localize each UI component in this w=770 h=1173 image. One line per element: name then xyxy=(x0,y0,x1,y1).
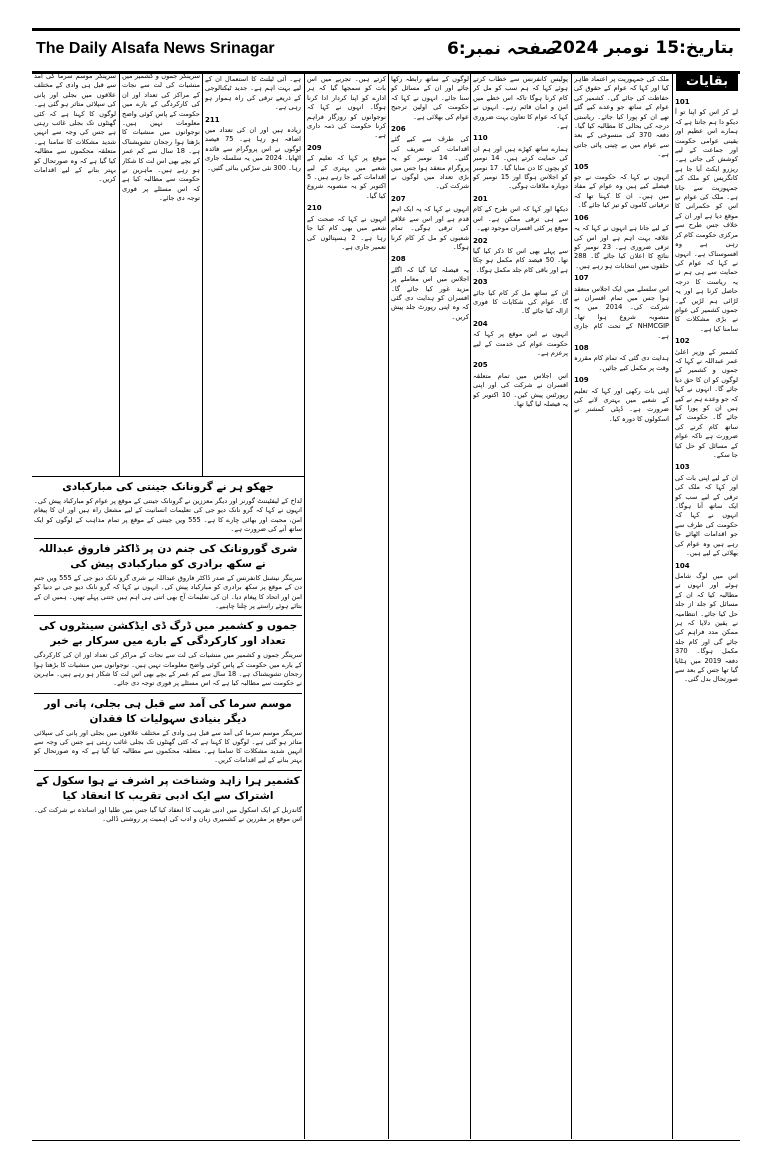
item-text: لوگوں کے ساتھ رابطہ رکھا جائے اور ان کے مسائل کو سنا جائے۔ انہوں نے کہا کہ حکومت کی اولین ترجیح عوام کی بھلائی ہے۔ xyxy=(391,75,469,121)
item-text: ہدایت دی گئی کہ تمام کام مقررہ وقت پر مکمل کیے جائیں۔ xyxy=(574,354,669,372)
story-divider xyxy=(32,476,304,477)
story-separator xyxy=(34,538,302,539)
item-text: کرتے ہیں۔ تجربے میں اس بات کو سمجھا گیا کہ ہر ادارے کو اپنا کردار ادا کرنا ہوگا۔ انہوں نے کہا کہ نوجوانوں کو روزگار فراہم کرنا حکومت کی ذمہ داری ہے۔ xyxy=(307,75,386,140)
item-number: 110 xyxy=(473,134,488,143)
item-number: 209 xyxy=(307,143,322,152)
column-3 xyxy=(473,72,568,1138)
item-text: دیکھا اور کہا کہ اس طرح کے کام سے ہی ترقی ممکن ہے۔ اس موقع پر کئی افسران موجود تھے۔ xyxy=(473,205,568,233)
story-separator xyxy=(34,770,302,771)
item-text: انہوں نے اس موقع پر کہا کہ حکومت عوام کی خدمت کے لیے پرعزم ہے۔ xyxy=(473,330,568,357)
column-7b xyxy=(122,72,200,474)
column-5 xyxy=(307,72,386,1138)
column-4 xyxy=(391,72,469,1138)
issue-date: بتاریخ:15 نومبر 2024 xyxy=(551,38,734,58)
story-body: سرینگر جموں و کشمیر میں منشیات کی لت سے نجات کے مراکز کی تعداد اور ان کی کارکردگی کے بارے میں حکومت کے پاس کوئی واضح معلومات نہیں ہیں۔ نوجوانوں میں منشیات کا بڑھتا ہوا رجحان تشویشناک ہے۔ 18 سال سے کم عمر کے بچے بھی اس لت کا شکار ہو رہے ہیں۔ ماہرین نے حکومت سے مطالبہ کیا ہے کہ اس مسئلے پر فوری توجہ دی جائے۔ xyxy=(34,651,302,688)
column-divider xyxy=(571,72,572,1139)
column-divider xyxy=(119,72,120,476)
item-number: 210 xyxy=(307,204,322,213)
item-text: ملک کی جمہوریت پر اعتماد ظاہر کیا اور کہا کہ عوام کے حقوق کی حفاظت کی جائے گی۔ کشمیر کی عوام کے ساتھ جو وعدے کیے گئے تھے ان کو پورا کیا جائے۔ ریاستی درجہ کی بحالی کا مطالبہ کیا گیا۔ دفعہ 370 کی منسوخی کے بعد سے عوام میں بے چینی پائی جاتی ہے۔ xyxy=(574,75,669,159)
item-text: اس میں لوگ شامل ہوئے اور انہوں نے مطالبہ کیا کہ ان کے مسائل کو جلد از جلد حل کیا جائے۔ انتظامیہ نے یقین دلایا کہ ہر ممکن مدد فراہم کی جائے گی اور کام جلد مکمل ہوگا۔ 370 دفعہ 2019 میں ہٹایا گیا تھا جس کے بعد سے صورتحال بدل گئی۔ xyxy=(675,571,738,684)
item-number: 202 xyxy=(473,236,488,245)
item-text: زیادہ ہیں اور ان کی تعداد میں اضافہ ہو رہا ہے۔ 75 فیصد لوگوں نے اس پروگرام سے فائدہ اٹھایا۔ 2024 میں یہ سلسلہ جاری رہا۔ 300 نئی سڑکیں بنائی گئیں۔ xyxy=(205,126,301,172)
story-body: گاندربل کے ایک اسکول میں ادبی تقریب کا انعقاد کیا گیا جس میں طلبا اور اساتذہ نے شرکت کی۔ اس موقع پر مقررین نے کشمیری زبان و ادب کی اہمیت پر روشنی ڈالی۔ xyxy=(34,805,302,824)
item-number: 211 xyxy=(205,115,220,124)
item-text: پولیس کانفرنس سے خطاب کرتے ہوئے کہا کہ ہم سب کو مل کر کام کرنا ہوگا تاکہ اس خطے میں امن و امان قائم رہے۔ انہوں نے کہا کہ عوام کا تعاون بہت ضروری ہے۔ xyxy=(473,75,568,131)
column-7 xyxy=(34,72,116,474)
item-text: سرینگر جموں و کشمیر میں منشیات کی لت سے نجات کے مراکز کی تعداد اور ان کی کارکردگی کے بارے میں حکومت کے پاس کوئی واضح معلومات نہیں ہیں۔ نوجوانوں میں منشیات کا بڑھتا ہوا رجحان تشویشناک ہے۔ 18 سال سے کم عمر کے بچے بھی اس لت کا شکار ہو رہے ہیں۔ ماہرین نے حکومت سے مطالبہ کیا ہے کہ اس مسئلے پر فوری توجہ دی جائے۔ xyxy=(122,72,200,203)
story-body: سرینگر نیشنل کانفرنس کے صدر ڈاکٹر فاروق عبداللہ نے شری گرو نانک دیو جی کے 555 ویں جنم دن کے موقع پر سکھ برادری کو مبارکباد پیش کی۔ انہوں نے کہا کہ گرو نانک دیو جی نے دنیا کو امن اور اتحاد کا پیغام دیا۔ ان کی تعلیمات آج بھی اتنی ہی اہم ہیں جتنی پہلے تھیں۔ ہمیں ان کے بتائے ہوئے راستے پر چلنا چاہیے۔ xyxy=(34,574,302,611)
item-text: انہوں نے کہا کہ یہ ایک اہم قدم ہے اور اس سے علاقے کی ترقی ہوگی۔ تمام شعبوں کو مل کر کام کرنا ہوگا۔ xyxy=(391,205,469,251)
item-text: ان کے ساتھ مل کر کام کیا جائے گا۔ عوام کی شکایات کا فوری ازالہ کیا جائے گا۔ xyxy=(473,288,568,316)
item-text: کے لیے جانا ہے انہوں نے کہا کہ یہ علاقہ بہت اہم ہے اور اس کی ترقی ضروری ہے۔ 23 نومبر کو نتائج کا اعلان کیا جائے گا۔ 288 حلقوں میں انتخابات ہو رہے ہیں۔ xyxy=(574,224,669,270)
headline-literary-event: کشمیر ہرا زاہد وشناخت پر اشرف نے ہوا سکول کے اشتراک سے ایک ادبی تقریب کا انعقاد کیا xyxy=(36,774,300,802)
item-number: 105 xyxy=(574,162,589,171)
story-separator xyxy=(34,615,302,616)
item-text: ہے۔ آئی ٹیلنٹ کا استعمال ان کے لیے بہت اہم ہے۔ جدید ٹیکنالوجی کے ذریعے ترقی کی راہ ہموار ہو رہی ہے۔ xyxy=(205,75,301,112)
item-text: انہوں نے کہا کہ صحت کے شعبے میں بھی کام کیا جا رہا ہے۔ 2 ہسپتالوں کی تعمیر جاری ہے۔ xyxy=(307,214,386,251)
page-number: صفحہ نمبر:6 xyxy=(447,39,558,59)
item-number: 109 xyxy=(574,376,589,385)
item-text: ان کے لیے اپنی بات کی اور کہا کہ ملک کی ترقی کے لیے سب کو ایک ساتھ آنا ہوگا۔ انہوں نے کہا کہ حکومت کی طرف سے جو اقدامات اٹھائے جا رہے ہیں وہ عوام کی بھلائی کے لیے ہیں۔ xyxy=(675,473,738,558)
column-1 xyxy=(675,95,738,1138)
item-text: کشمیر کے وزیر اعلیٰ عمر عبداللہ نے کہا کہ جموں و کشمیر کے لوگوں کو ان کا حق دیا جائے گا۔ انہوں نے کہا کہ جو وعدے ہم نے کیے ہیں ان کو پورا کیا جائے گا۔ حکومت کے ساتھ کام کرنے کی ضرورت ہے تاکہ عوام کے مسائل کو حل کیا جا سکے۔ xyxy=(675,347,738,460)
item-text: انہوں نے کہا کہ حکومت نے جو فیصلے کیے ہیں وہ عوام کے مفاد میں ہیں۔ ان کا کہنا تھا کہ ترقیاتی کاموں کو تیز کیا جائے گا۔ xyxy=(574,173,669,210)
story-body: لداخ کے لیفٹیننٹ گورنر اور دیگر معززین نے گرونانک جینتی کے موقع پر عوام کو مبارکباد پیش کی۔ انہوں نے کہا کہ گرو نانک دیو جی کی تعلیمات انسانیت کے لیے مشعل راہ ہیں اور ان کا پیغام امن، محبت اور بھائی چارے کا ہے۔ 555 ویں جینتی کے موقع پر تمام مذاہب کے لوگوں کو ایک ساتھ آنے کی ضرورت ہے۔ xyxy=(34,497,302,533)
column-2 xyxy=(574,72,669,1138)
item-text: موقع پر کہا کہ تعلیم کے شعبے میں بہتری کے لیے اقدامات کیے جا رہے ہیں۔ 5 اکتوبر کو یہ منصوبہ شروع کیا گیا۔ xyxy=(307,154,386,200)
item-text: یہ فیصلہ کیا گیا کہ اگلے اجلاس میں اس معاملے پر مزید غور کیا جائے گا۔ افسران کو ہدایت دی گئی کہ وہ اپنی رپورٹ جلد پیش کریں۔ xyxy=(391,265,469,321)
item-text: کی طرف سے کیے گئے اقدامات کی تعریف کی گئی۔ 14 نومبر کو یہ پروگرام منعقد ہوا جس میں بڑی تعداد میں لوگوں نے شرکت کی۔ xyxy=(391,135,469,191)
column-divider xyxy=(388,72,389,1139)
item-number: 206 xyxy=(391,125,406,134)
column-divider xyxy=(672,72,673,1139)
column-6 xyxy=(205,72,301,474)
newspaper-title: The Daily Alsafa News Srinagar xyxy=(36,40,275,57)
item-number: 101 xyxy=(675,98,690,106)
item-number: 108 xyxy=(574,343,589,352)
item-number: 203 xyxy=(473,278,488,287)
item-text: اس اجلاس میں تمام متعلقہ افسران نے شرکت کی اور اپنی رپورٹس پیش کیں۔ 10 اکتوبر کو یہ فیصلہ لیا گیا تھا۔ xyxy=(473,371,568,408)
headline-gurunanak-lg: جھکو ہر نے گرونانک جینتی کی مبارکبادی xyxy=(62,481,274,493)
item-number: 205 xyxy=(473,361,488,370)
item-number: 107 xyxy=(574,274,589,283)
story-body: سرینگر موسم سرما کی آمد سے قبل ہی وادی کے مختلف علاقوں میں بجلی اور پانی کی سپلائی متاثر ہو گئی ہے۔ لوگوں کا کہنا ہے کہ کئی گھنٹوں تک بجلی غائب رہتی ہے جس کی وجہ سے انہیں شدید مشکلات کا سامنا ہے۔ متعلقہ محکموں سے مطالبہ کیا گیا ہے کہ وہ صورتحال کو بہتر بنانے کے لیے اقدامات کریں۔ xyxy=(34,728,302,765)
item-number: 207 xyxy=(391,194,406,203)
item-number: 102 xyxy=(675,337,690,346)
column-divider xyxy=(470,72,471,1139)
masthead xyxy=(32,28,740,74)
column-divider xyxy=(304,72,305,1139)
column-divider xyxy=(202,72,203,476)
item-text: لے کر اس کو اپنا تو آ دیکو دا ہم جانتا ہے کہ ہمارے اس عظیم اور یقینی عوامی حکومت اور جماعت کے لیے کوشش کی جاتی ہے۔ ریزرو ایکٹ آیا جا ہے کانگریس کو ملک کی جمہوریت سے جانا ہے۔ ملک کی عوام نے اس کو حکمرانی کا موقع دیا ہے اور ان کے خلاف جس طرح سے مرکزی حکومت کام کر رہی ہے وہ افسوسناک ہے۔ انہوں نے کہا کہ عوام کی حمایت سے ہی ہم نے یہ ریاست کا درجہ حاصل کرنا ہے اور یہ لڑائی ہم لڑیں گے۔ جموں کشمیر کی عوام نے بڑی مشکلات کا سامنا کیا ہے۔ xyxy=(675,108,738,333)
item-text: سے پہلے بھی اس کا ذکر کیا گیا تھا۔ 50 فیصد کام مکمل ہو چکا ہے اور باقی کام جلد مکمل ہوگا۔ xyxy=(473,246,568,274)
item-number: 106 xyxy=(574,213,589,222)
item-number: 208 xyxy=(391,255,406,264)
item-number: 104 xyxy=(675,561,690,570)
item-text: ہمارے ساتھ کھڑے ہیں اور ہم ان کی حمایت کرتے ہیں۔ 14 نومبر کو بچوں کا دن منایا گیا۔ 17 نومبر کو اجلاس ہوگا اور 15 نومبر کو دوبارہ ملاقات ہوگی۔ xyxy=(473,144,568,191)
headline-farooq-abdullah: شری گورونانک کی جنم دن پر ڈاکٹر فاروق عبداللہ نے سکھ برادری کو مبارکبادی پیش کی xyxy=(38,543,298,571)
news-stories xyxy=(34,479,302,1137)
item-text: سرینگر موسم سرما کی آمد سے قبل ہی وادی کے مختلف علاقوں میں بجلی اور پانی کی سپلائی متاثر ہو گئی ہے۔ لوگوں کا کہنا ہے کہ کئی گھنٹوں تک بجلی غائب رہتی ہے جس کی وجہ سے انہیں شدید مشکلات کا سامنا ہے۔ متعلقہ محکموں سے مطالبہ کیا گیا ہے کہ وہ صورتحال کو بہتر بنانے کے لیے اقدامات کریں۔ xyxy=(34,72,116,184)
headline-drug-deaddiction: جموں و کشمیر میں ڈرگ ڈی ایڈکشن سینٹروں کی تعداد اور کارکردگی کے بارے میں سرکار بے خبر xyxy=(38,620,298,648)
story-separator xyxy=(34,693,302,694)
item-text: اس سلسلے میں ایک اجلاس منعقد ہوا جس میں تمام افسران نے شرکت کی۔ 2014 میں یہ منصوبہ شروع ہوا تھا۔ NHMCGIP کے تحت کام جاری ہے۔ xyxy=(574,284,669,340)
section-badge: بقایات xyxy=(676,72,738,91)
item-text: اپنی بات رکھی اور کہا کہ تعلیم کے شعبے میں بہتری لانے کی ضرورت ہے۔ ڈپٹی کمشنر نے اسکولوں کا دورہ کیا۔ xyxy=(574,386,669,423)
page-bottom-rule xyxy=(32,1140,740,1141)
headline-winter-facilities: موسم سرما کی آمد سے قبل ہی بجلی، پانی اور دیگر بنیادی سہولیات کا فقدان xyxy=(44,697,292,725)
item-number: 103 xyxy=(675,463,690,472)
item-number: 204 xyxy=(473,319,488,328)
item-number: 201 xyxy=(473,194,488,203)
